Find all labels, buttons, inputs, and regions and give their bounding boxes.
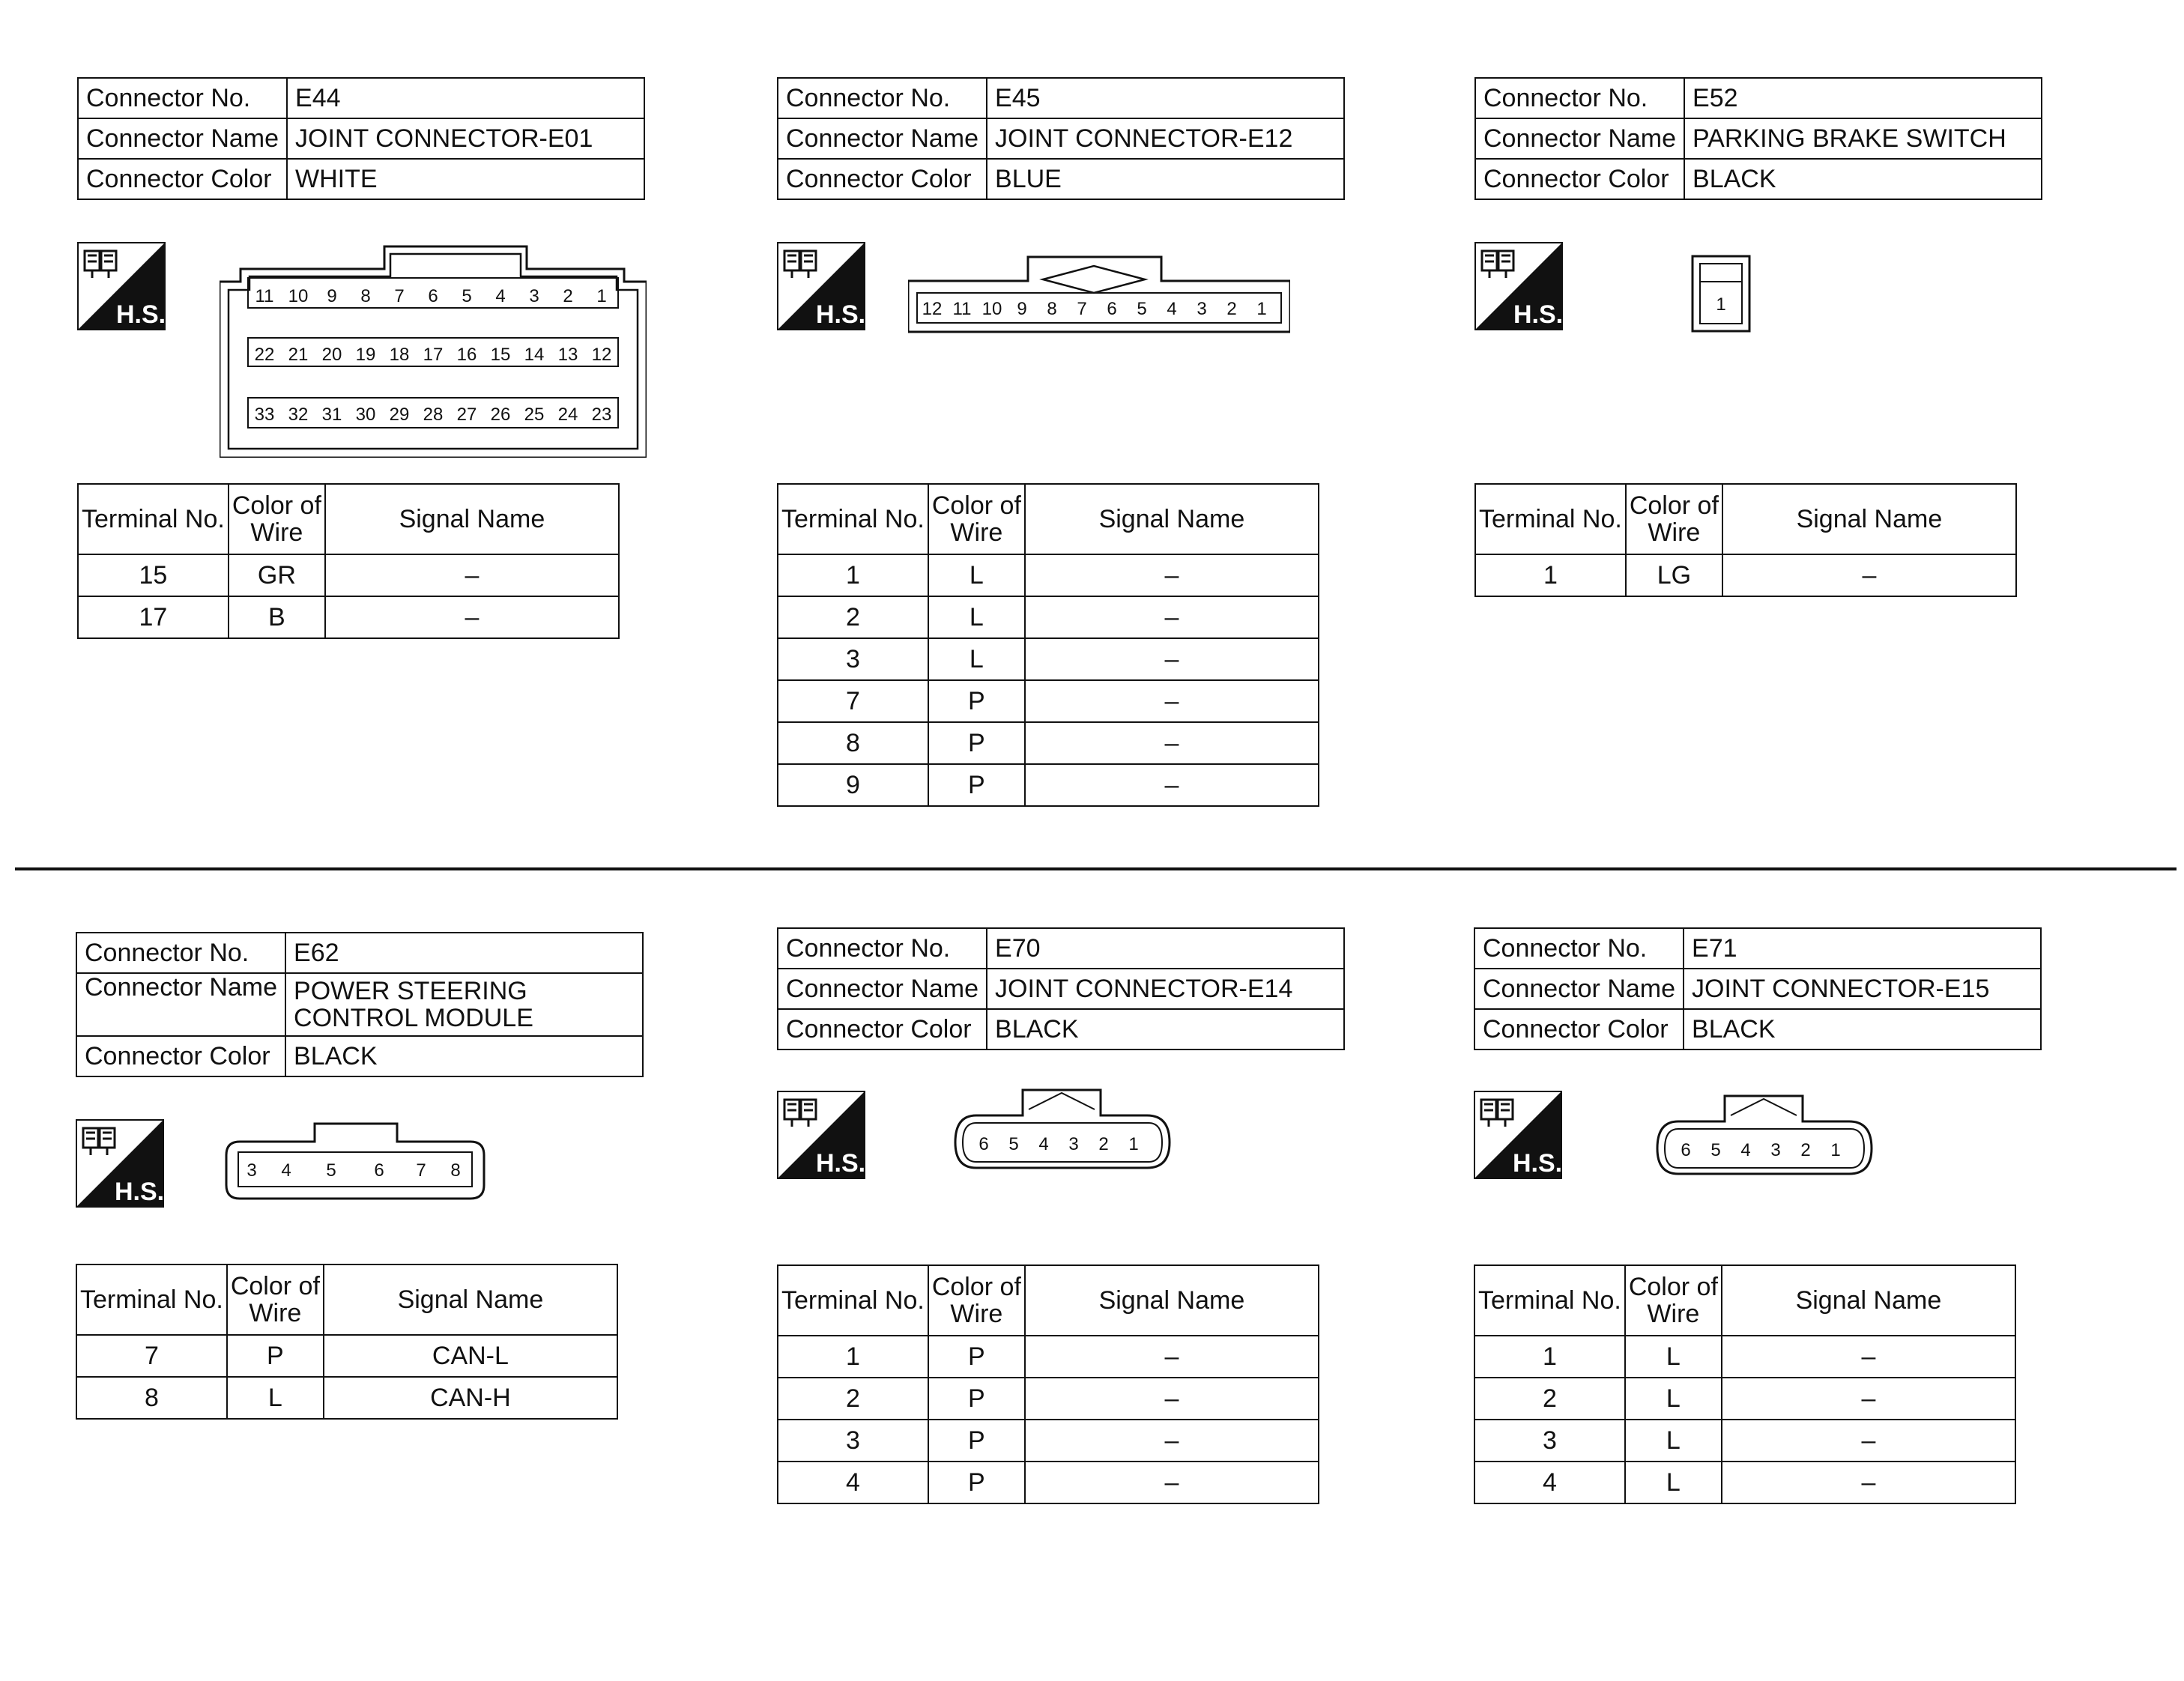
pin: 1 xyxy=(1830,1140,1841,1160)
pin: 9 xyxy=(1017,299,1027,319)
pin: 4 xyxy=(1167,299,1177,319)
connector-face-diagram xyxy=(954,1088,1171,1171)
connector-info-table xyxy=(777,927,1345,1050)
pin: 1 xyxy=(596,286,607,306)
connector-name-label: Connector Name xyxy=(778,118,987,159)
pin: 6 xyxy=(978,1134,989,1154)
pin: 3 xyxy=(246,1160,257,1181)
connector-no-value: E62 xyxy=(285,933,643,973)
connector-no-label: Connector No. xyxy=(78,78,287,118)
connector-color-label: Connector Color xyxy=(76,1036,285,1076)
pin: 4 xyxy=(281,1160,291,1181)
pin: 6 xyxy=(428,286,438,306)
pin: 12 xyxy=(922,299,943,319)
wire-color-header: Color of Wire xyxy=(1625,1265,1722,1336)
connector-name-value: JOINT CONNECTOR-E15 xyxy=(1684,969,2041,1009)
wire-color-header: Color of Wire xyxy=(229,484,325,554)
pin: 12 xyxy=(591,345,612,365)
connector-no-label: Connector No. xyxy=(778,78,987,118)
connector-color-value: BLACK xyxy=(1684,159,2042,199)
pin: 11 xyxy=(952,299,972,319)
signal-name-header: Signal Name xyxy=(324,1264,617,1335)
connector-no-label: Connector No. xyxy=(1475,78,1684,118)
table-row: 1 P – xyxy=(778,1336,1319,1378)
pin: 3 xyxy=(1068,1134,1079,1154)
terminal-no-header: Terminal No. xyxy=(76,1264,227,1335)
pin: 17 xyxy=(423,345,444,365)
pin: 3 xyxy=(1770,1140,1781,1160)
pin: 1 xyxy=(1128,1134,1139,1154)
pin: 8 xyxy=(450,1160,461,1181)
pin: 7 xyxy=(416,1160,426,1181)
pin: 5 xyxy=(326,1160,336,1181)
connector-no-value: E70 xyxy=(987,928,1344,969)
pin: 16 xyxy=(456,345,477,365)
connector-face-diagram xyxy=(1656,1094,1873,1177)
pin: 4 xyxy=(1038,1134,1049,1154)
pin: 9 xyxy=(327,286,337,306)
table-row: 1 LG – xyxy=(1475,554,2016,596)
table-row: 17 B – xyxy=(78,596,619,638)
pin: 1 xyxy=(1256,299,1267,319)
pin: 29 xyxy=(389,405,410,425)
table-row: 4 P – xyxy=(778,1462,1319,1503)
terminal-no-header: Terminal No. xyxy=(78,484,229,554)
pin: 5 xyxy=(1137,299,1147,319)
pin: 23 xyxy=(591,405,612,425)
pin: 28 xyxy=(423,405,444,425)
connector-info-table xyxy=(76,932,644,1077)
connector-name-label: Connector Name xyxy=(78,118,287,159)
terminal-table xyxy=(777,483,1319,807)
connector-face-diagram xyxy=(908,251,1290,335)
connector-face-diagram xyxy=(1691,255,1751,333)
pin: 33 xyxy=(254,405,275,425)
wire-color-header: Color of Wire xyxy=(227,1264,324,1335)
svg-text:H.S.: H.S. xyxy=(1513,1149,1562,1178)
connector-no-value: E44 xyxy=(287,78,644,118)
signal-name-header: Signal Name xyxy=(1722,1265,2015,1336)
connector-no-label: Connector No. xyxy=(1474,928,1684,969)
table-row: 3 L – xyxy=(778,638,1319,680)
pin: 18 xyxy=(389,345,410,365)
pin: 20 xyxy=(321,345,342,365)
connector-name-value: POWER STEERING CONTROL MODULE xyxy=(285,973,643,1036)
pin: 5 xyxy=(462,286,472,306)
pin: 32 xyxy=(288,405,309,425)
connector-info-table xyxy=(1474,77,2042,200)
section-divider xyxy=(15,867,2177,870)
pin: 1 xyxy=(1716,294,1726,315)
pin: 19 xyxy=(355,345,376,365)
pin: 2 xyxy=(1800,1140,1811,1160)
harness-side-icon xyxy=(777,1091,865,1179)
terminal-no-header: Terminal No. xyxy=(778,1265,928,1336)
pin: 26 xyxy=(490,405,511,425)
terminal-no-header: Terminal No. xyxy=(1475,484,1626,554)
pin-row-3 xyxy=(248,398,618,428)
connector-face-diagram xyxy=(225,1121,487,1202)
connector-panel-e44 xyxy=(77,77,647,826)
pin: 30 xyxy=(355,405,376,425)
pin: 22 xyxy=(254,345,275,365)
harness-side-icon xyxy=(777,242,865,330)
connector-color-value: BLUE xyxy=(987,159,1344,199)
connector-color-label: Connector Color xyxy=(778,1009,987,1050)
pin: 10 xyxy=(981,299,1002,319)
wire-color-header: Color of Wire xyxy=(928,484,1025,554)
pin: 3 xyxy=(1197,299,1207,319)
pin: 15 xyxy=(490,345,511,365)
connector-info-table xyxy=(1474,927,2042,1050)
connector-panel-e45 xyxy=(777,77,1346,826)
connector-name-label: Connector Name xyxy=(1475,118,1684,159)
table-row: 2 P – xyxy=(778,1378,1319,1420)
connector-panel-e71 xyxy=(1474,927,2043,1677)
pin: 2 xyxy=(563,286,573,306)
table-row: 9 P – xyxy=(778,764,1319,806)
pin: 6 xyxy=(1681,1140,1691,1160)
terminal-table xyxy=(1474,1264,2016,1504)
harness-side-icon xyxy=(77,242,166,330)
svg-text:H.S.: H.S. xyxy=(1513,300,1563,329)
connector-name-label: Connector Name xyxy=(1474,969,1684,1009)
connector-info-table xyxy=(77,77,645,200)
table-row: 2 L – xyxy=(778,596,1319,638)
connector-panel-e52 xyxy=(1474,77,2044,826)
terminal-table xyxy=(777,1264,1319,1504)
table-row: 8 P – xyxy=(778,722,1319,764)
table-row: 1 L – xyxy=(1474,1336,2015,1378)
connector-name-value: JOINT CONNECTOR-E14 xyxy=(987,969,1344,1009)
wire-color-header: Color of Wire xyxy=(1626,484,1722,554)
connector-no-value: E45 xyxy=(987,78,1344,118)
table-row: 4 L – xyxy=(1474,1462,2015,1503)
pin: 27 xyxy=(456,405,477,425)
signal-name-header: Signal Name xyxy=(1025,484,1319,554)
connector-color-label: Connector Color xyxy=(778,159,987,199)
svg-text:H.S.: H.S. xyxy=(115,1178,164,1206)
connector-color-label: Connector Color xyxy=(1474,1009,1684,1050)
connector-name-label: Connector Name xyxy=(778,969,987,1009)
connector-color-label: Connector Color xyxy=(1475,159,1684,199)
connector-no-value: E71 xyxy=(1684,928,2041,969)
svg-text:H.S.: H.S. xyxy=(816,1149,865,1178)
pin: 4 xyxy=(1740,1140,1751,1160)
connector-info-table xyxy=(777,77,1345,200)
pin: 8 xyxy=(360,286,371,306)
terminal-table xyxy=(77,483,620,639)
connector-color-value: BLACK xyxy=(987,1009,1344,1050)
connector-name-label: Connector Name xyxy=(76,973,285,1036)
pin: 7 xyxy=(1077,299,1087,319)
terminal-no-header: Terminal No. xyxy=(778,484,928,554)
harness-side-icon xyxy=(1474,1091,1562,1179)
table-row: 3 L – xyxy=(1474,1420,2015,1462)
pin: 6 xyxy=(374,1160,384,1181)
table-row: 2 L – xyxy=(1474,1378,2015,1420)
pin-row-2 xyxy=(248,338,618,366)
terminal-table xyxy=(1474,483,2017,597)
signal-name-header: Signal Name xyxy=(325,484,619,554)
connector-no-label: Connector No. xyxy=(76,933,285,973)
table-row: 7 P CAN-L xyxy=(76,1335,617,1377)
pin: 14 xyxy=(524,345,545,365)
svg-text:H.S.: H.S. xyxy=(116,300,166,329)
table-row: 3 P – xyxy=(778,1420,1319,1462)
harness-side-icon xyxy=(76,1119,164,1208)
connector-color-label: Connector Color xyxy=(78,159,287,199)
pin: 7 xyxy=(394,286,405,306)
connector-no-value: E52 xyxy=(1684,78,2042,118)
table-row: 8 L CAN-H xyxy=(76,1377,617,1419)
pin: 25 xyxy=(524,405,545,425)
pin: 24 xyxy=(557,405,578,425)
pin: 13 xyxy=(557,345,578,365)
wire-color-header: Color of Wire xyxy=(928,1265,1025,1336)
connector-name-value: JOINT CONNECTOR-E01 xyxy=(287,118,644,159)
table-row: 7 P – xyxy=(778,680,1319,722)
pin: 2 xyxy=(1226,299,1237,319)
pin: 11 xyxy=(255,286,274,306)
svg-text:H.S.: H.S. xyxy=(816,300,865,329)
pin: 5 xyxy=(1710,1140,1721,1160)
signal-name-header: Signal Name xyxy=(1722,484,2016,554)
connector-no-label: Connector No. xyxy=(778,928,987,969)
terminal-table xyxy=(76,1264,618,1420)
pin: 3 xyxy=(529,286,539,306)
pin: 10 xyxy=(288,286,309,306)
connector-name-value: JOINT CONNECTOR-E12 xyxy=(987,118,1344,159)
pin: 6 xyxy=(1107,299,1117,319)
connector-color-value: BLACK xyxy=(1684,1009,2041,1050)
pin: 4 xyxy=(495,286,506,306)
table-row: 1 L – xyxy=(778,554,1319,596)
pin: 5 xyxy=(1008,1134,1019,1154)
pin-row-1 xyxy=(248,278,618,308)
harness-side-icon xyxy=(1474,242,1563,330)
terminal-no-header: Terminal No. xyxy=(1474,1265,1625,1336)
connector-panel-e70 xyxy=(777,927,1346,1677)
pin: 2 xyxy=(1098,1134,1109,1154)
connector-color-value: WHITE xyxy=(287,159,644,199)
connector-color-value: BLACK xyxy=(285,1036,643,1076)
connector-name-value: PARKING BRAKE SWITCH xyxy=(1684,118,2042,159)
pin: 8 xyxy=(1047,299,1057,319)
pin: 21 xyxy=(288,345,309,365)
connector-panel-e62 xyxy=(76,932,645,1681)
pin: 31 xyxy=(321,405,342,425)
table-row: 15 GR – xyxy=(78,554,619,596)
signal-name-header: Signal Name xyxy=(1025,1265,1319,1336)
connector-face-diagram xyxy=(220,240,647,458)
